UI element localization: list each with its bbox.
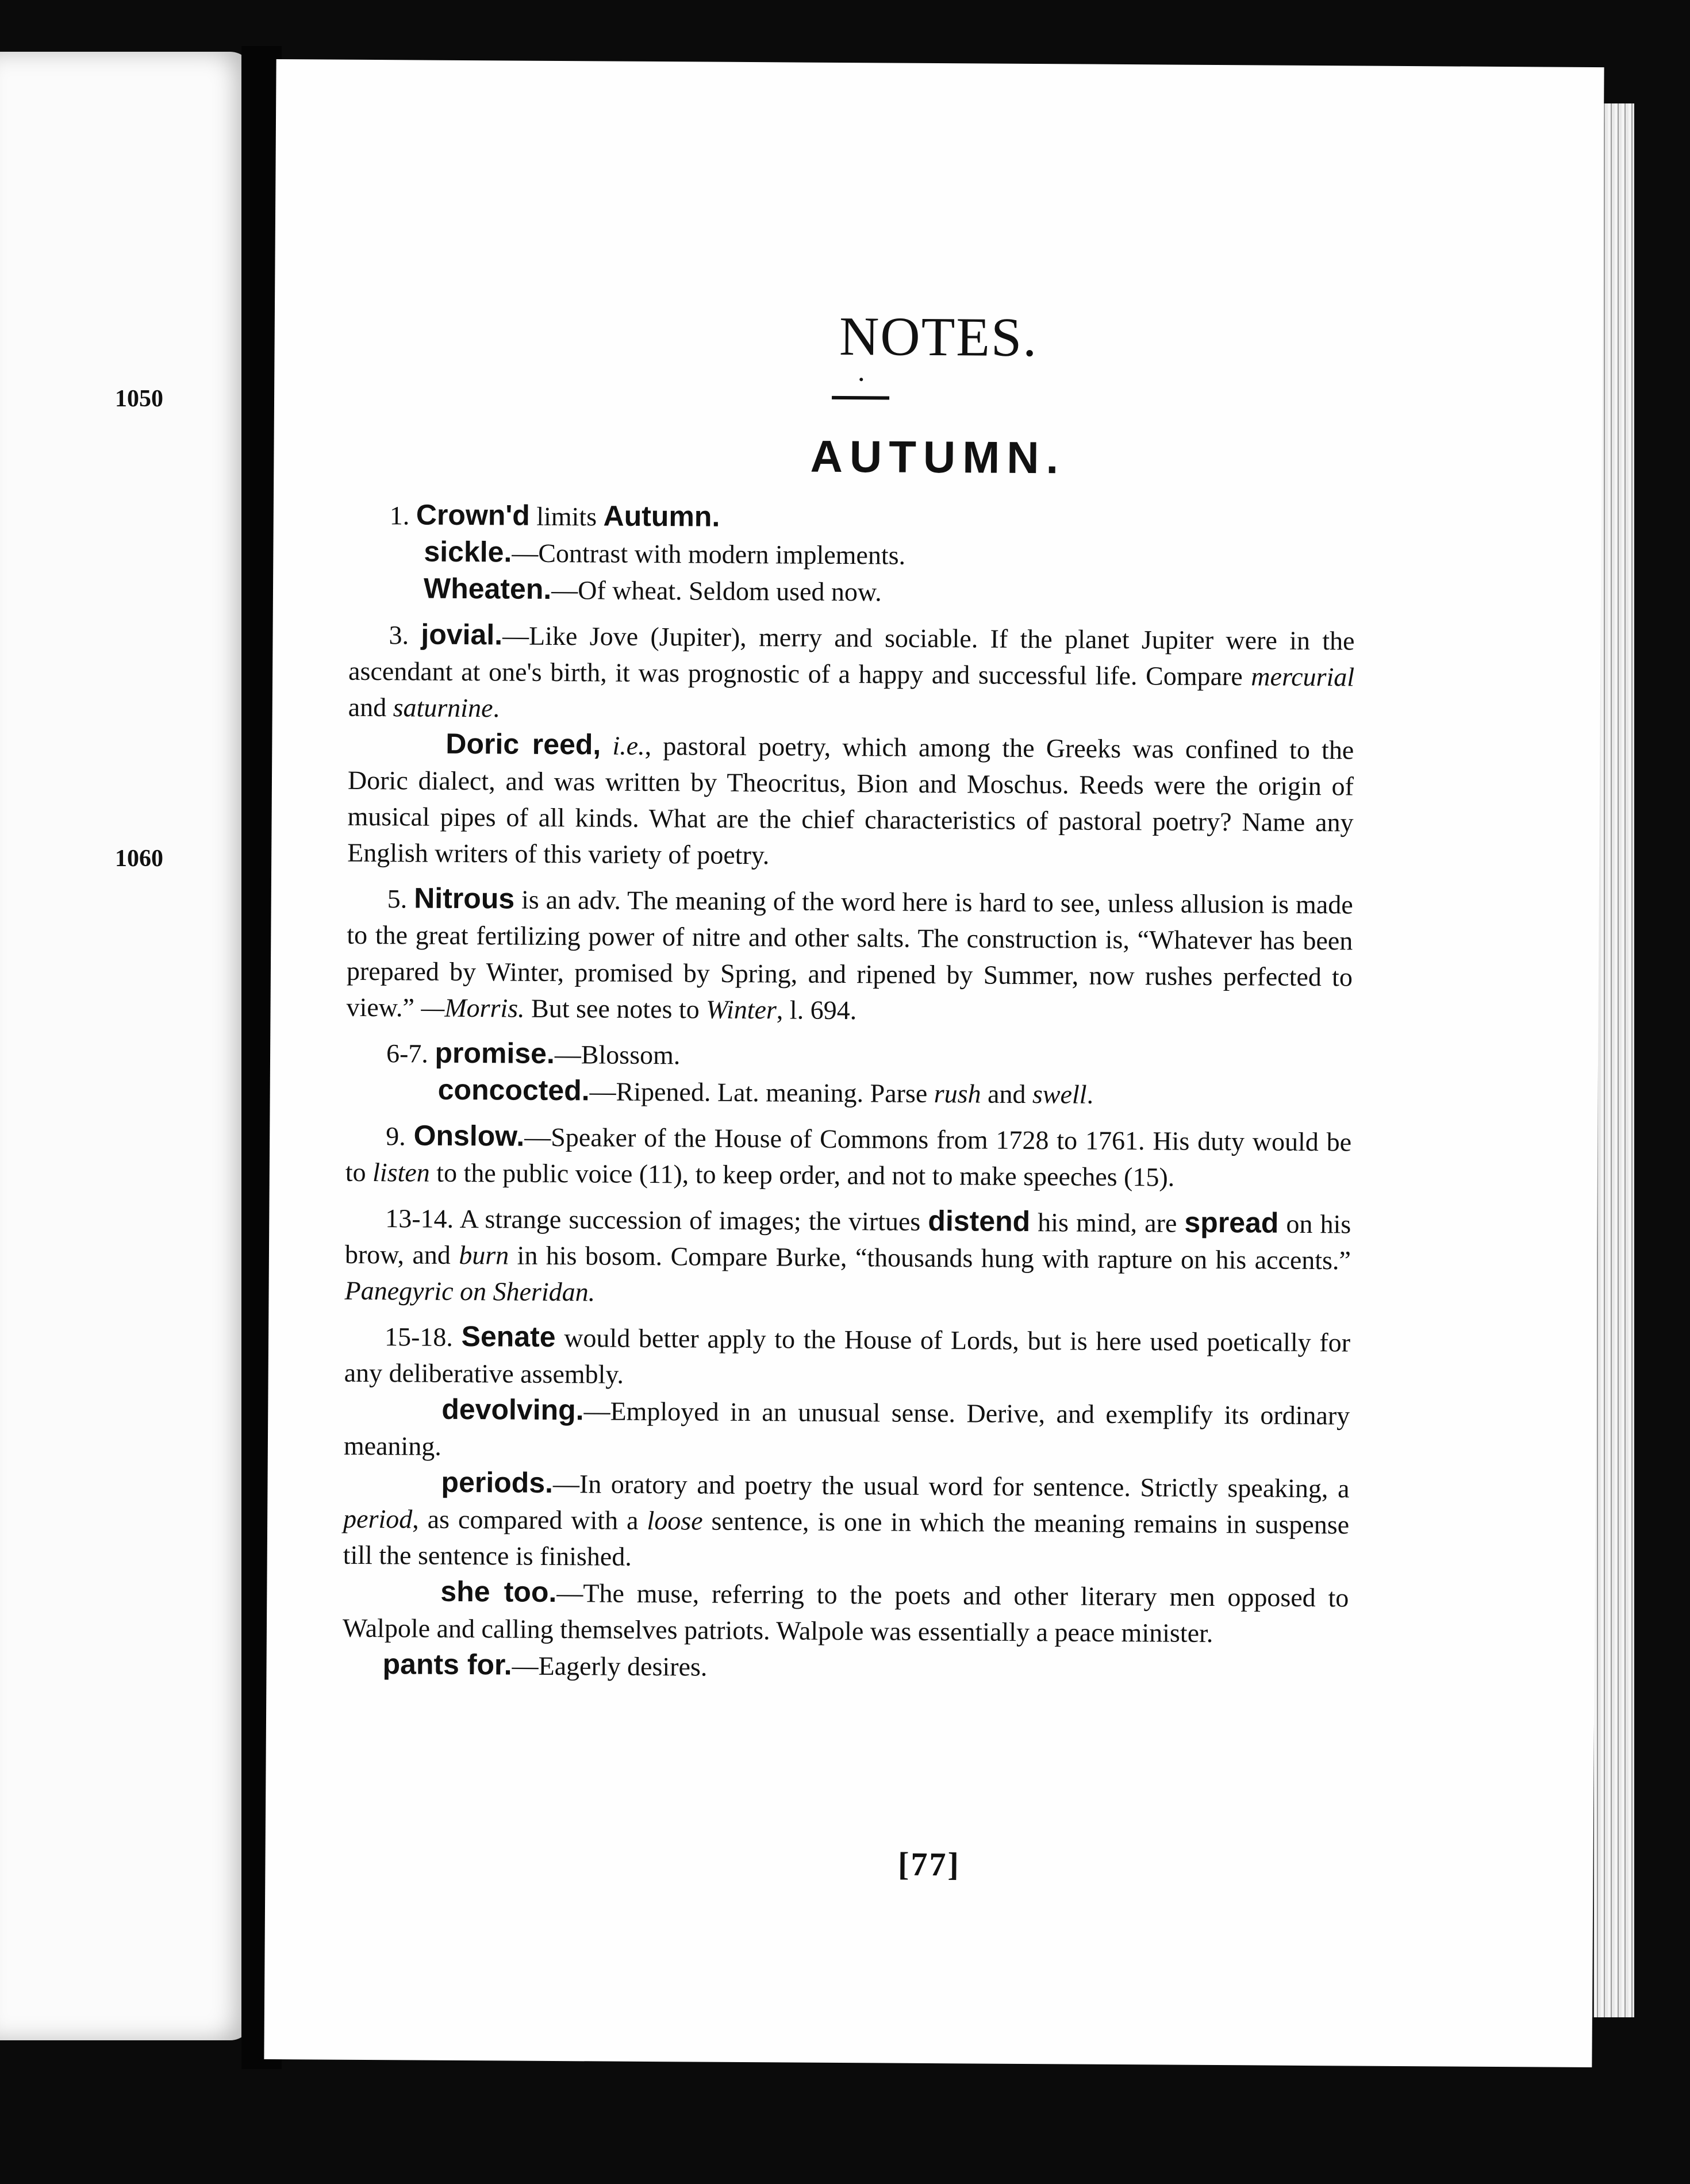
note-headword: Doric reed, [445, 727, 601, 761]
note-headword: she too. [440, 1575, 557, 1609]
note-italic: listen [372, 1158, 430, 1187]
note-italic: saturnine [393, 693, 493, 723]
note-entry [347, 616, 1355, 877]
note-text: to the public voice (11), to keep order, and not to make speeches (15). [429, 1158, 1175, 1192]
note-headword: Nitrous [414, 882, 515, 915]
line-number-margin: 1050 [115, 386, 163, 412]
note-text: sentence, is one in which the meaning remains in suspense till the sentence is finished. [343, 1506, 1350, 1571]
note-text: —Ripened. Lat. meaning. Parse [589, 1076, 934, 1108]
note-entry [345, 1117, 1352, 1197]
note-number: 3. [389, 620, 409, 650]
note-headword: Senate [461, 1320, 556, 1353]
note-number: 6-7. [386, 1039, 429, 1068]
note-text: would better apply to the House of Lords, but is here used poetically for any deliberative assembly. [344, 1322, 1351, 1389]
note-entry [349, 497, 1355, 613]
section-heading: AUTUMN. [810, 430, 1066, 483]
note-entry [342, 1318, 1350, 1689]
notes-body [342, 497, 1355, 1698]
note-text: , as compared with a [412, 1504, 647, 1535]
note-headword: spread [1184, 1206, 1279, 1239]
note-italic: Winter [706, 994, 777, 1025]
note-headword: Crown'd [416, 498, 530, 532]
note-text: , pastoral poetry, which among the Greeks was confined to the Doric dialect, and was written by Theocritus, Bion and Moschus. Reeds were the origin of musical pipes of all kinds. What are the chief characteristics of pastoral poetry? Name any English writers of this variety of poetry. [347, 730, 1354, 870]
note-text: in his bosom. Compare Burke, “thousands hung with rapture on his accents.” [509, 1240, 1351, 1275]
note-number: 1. [389, 501, 410, 530]
note-text: —Blossom. [554, 1039, 681, 1070]
note-text: —Contrast with modern implements. [512, 538, 906, 570]
note-text: and [981, 1079, 1033, 1109]
note-headword: promise. [435, 1036, 555, 1070]
note-entry [344, 1199, 1351, 1315]
note-number: 15-18. [384, 1322, 454, 1352]
note-number: 5. [387, 884, 408, 914]
note-text: is an adv. The meaning of the word here is hard to see, unless allusion is made to the great fertilizing power of nitre and other salts. The construction is, “Whatever has been prepared by Winter, promised by Spring, and ripened by Summer, now rushes perfected to view.” [346, 885, 1353, 1022]
note-text: his mind, are [1030, 1208, 1185, 1238]
notes-page [264, 59, 1604, 2067]
note-text: —The muse, referring to the poets and other literary men opposed to Walpole and calling themselves patriots. Walpole was essentially a peace minister. [342, 1578, 1349, 1648]
note-text: . [1086, 1079, 1094, 1109]
note-italic: —Morris. [421, 993, 525, 1023]
note-entry [346, 880, 1353, 1032]
note-text: and [348, 692, 393, 722]
note-italic: period [343, 1504, 413, 1534]
note-headword: periods. [441, 1466, 554, 1499]
note-italic: mercurial [1251, 662, 1355, 692]
title-rule [832, 396, 889, 400]
note-text: —Like Jove (Jupiter), merry and sociable. If the planet Jupiter were in the ascendant at one's birth, it was prognostic of a happy and successful life. Compare [348, 621, 1355, 691]
note-number: 13-14. [385, 1203, 454, 1233]
note-text: —Speaker of the House of Commons from 1728 to 1761. His duty would be to [345, 1122, 1352, 1187]
note-text: —In oratory and poetry the usual word for sentence. Strictly speaking, a [552, 1468, 1350, 1504]
note-headword: Onslow. [413, 1119, 525, 1152]
title-dot [859, 378, 863, 381]
note-italic: Panegyric on Sheridan. [344, 1275, 596, 1307]
note-text: —Eagerly desires. [512, 1651, 708, 1682]
previous-page-edge [0, 52, 253, 2040]
page-number: [77] [897, 1845, 961, 1883]
note-text: . [493, 693, 500, 723]
note-italic: i.e. [612, 730, 645, 760]
note-text: —Employed in an unusual sense. Derive, and exemplify its ordinary meaning. [343, 1396, 1350, 1461]
note-italic: swell [1032, 1079, 1087, 1109]
note-italic: burn [459, 1240, 509, 1270]
page-title: NOTES. [839, 305, 1038, 368]
note-entry [346, 1035, 1353, 1114]
note-text: limits [529, 501, 604, 532]
note-text: But see notes to [524, 993, 706, 1024]
note-text: on his brow, and [344, 1209, 1351, 1270]
line-number-margin: 1060 [115, 845, 163, 872]
note-headword: distend [928, 1204, 1031, 1238]
note-headword: concocted. [437, 1073, 590, 1107]
note-text: A strange succession of images; the virtues [454, 1203, 928, 1236]
note-headword: pants for. [382, 1648, 512, 1681]
note-headword: Autumn. [603, 499, 720, 533]
note-number: 9. [386, 1121, 406, 1151]
note-headword: sickle. [424, 535, 512, 568]
note-headword: devolving. [441, 1393, 584, 1426]
note-text: —Of wheat. Seldom used now. [551, 575, 882, 607]
note-italic: loose [647, 1505, 703, 1536]
note-italic: rush [934, 1079, 981, 1109]
note-headword: Wheaten. [423, 572, 552, 605]
note-headword: jovial. [421, 618, 503, 651]
note-text: , l. 694. [776, 995, 857, 1025]
